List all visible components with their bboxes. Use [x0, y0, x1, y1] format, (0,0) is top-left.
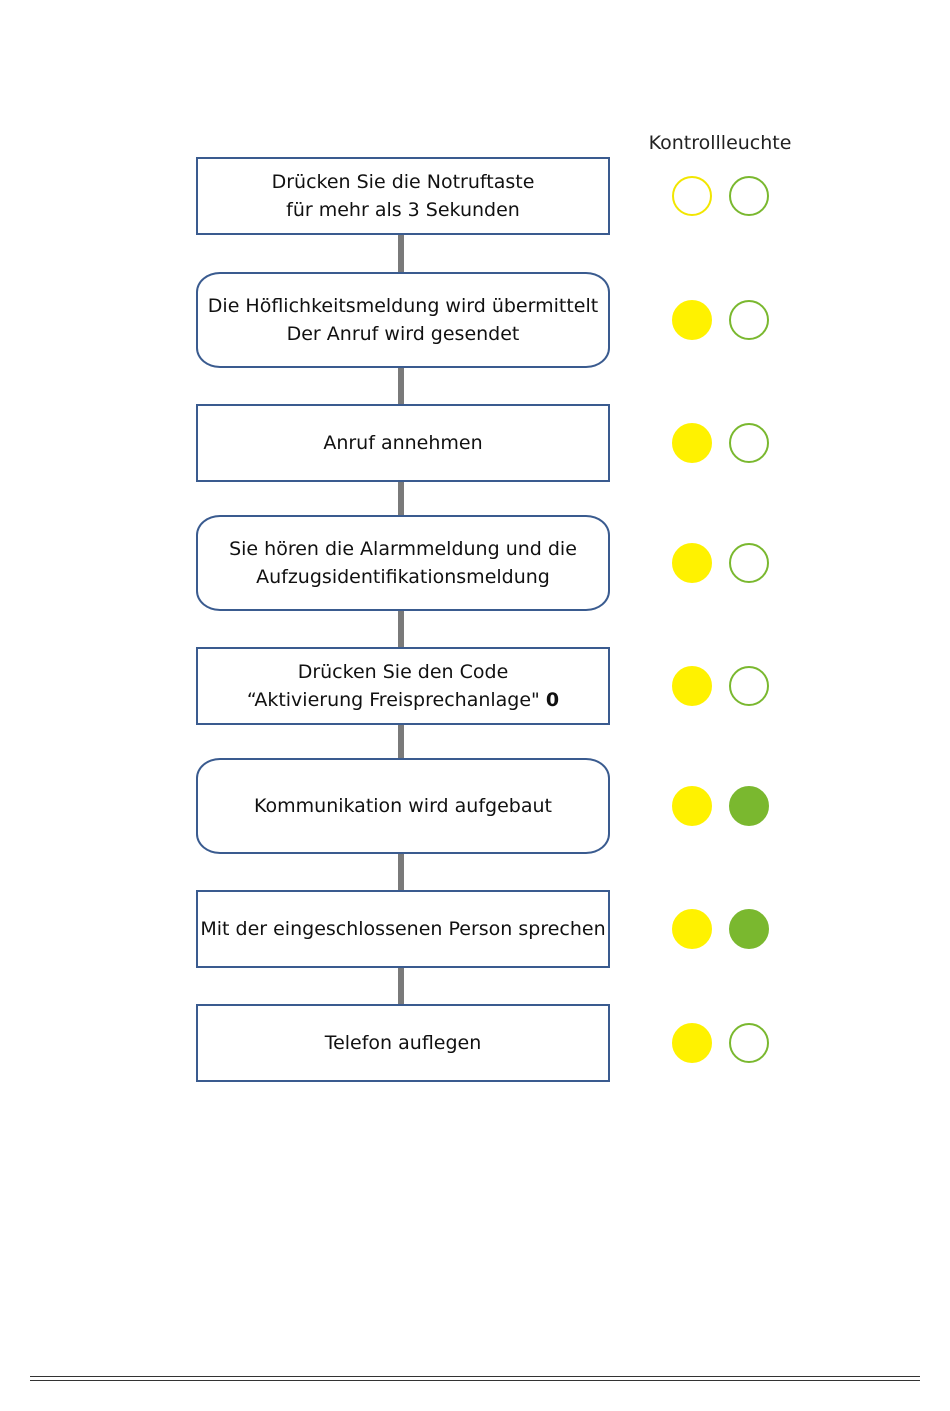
connector-line	[398, 852, 404, 892]
step-text-line: Telefon auflegen	[324, 1032, 482, 1054]
step-text-line: für mehr als 3 Sekunden	[286, 199, 520, 221]
yellow-lamp-on	[672, 786, 712, 826]
green-lamp-off	[729, 666, 769, 706]
step-text-line: Drücken Sie den Code	[297, 661, 509, 683]
yellow-lamp-on	[672, 300, 712, 340]
connector-line	[398, 480, 404, 518]
step-text-line: Mit der eingeschlossenen Person sprechen	[200, 918, 606, 940]
step-text-line: Drücken Sie die Notruftaste	[271, 171, 535, 193]
green-lamp-on	[729, 786, 769, 826]
step-press-emergency-button	[196, 157, 610, 235]
step-text-line: Die Höflichkeitsmeldung wird übermittelt	[207, 295, 599, 317]
connector-line	[398, 966, 404, 1006]
step-communication-established	[196, 758, 610, 854]
step-enter-code	[196, 647, 610, 725]
green-lamp-off	[729, 423, 769, 463]
step-text-line: Anruf annehmen	[323, 432, 483, 454]
green-lamp-off	[729, 300, 769, 340]
yellow-lamp-on	[672, 423, 712, 463]
connector-line	[398, 234, 404, 274]
step-courtesy-message	[196, 272, 610, 368]
connector-line	[398, 723, 404, 761]
step-text-line: Kommunikation wird aufgebaut	[254, 795, 552, 817]
step-text-line: Aufzugsidentifikationsmeldung	[256, 566, 550, 588]
yellow-lamp-on	[672, 543, 712, 583]
footer-rule	[30, 1380, 920, 1381]
step-accept-call	[196, 404, 610, 482]
step-text: “Aktivierung Freisprechanlage"	[246, 689, 540, 711]
step-hang-up	[196, 1004, 610, 1082]
footer-rule	[30, 1376, 920, 1377]
yellow-lamp-on	[672, 666, 712, 706]
activation-code: 0	[545, 689, 560, 711]
connector-line	[398, 609, 404, 649]
yellow-lamp-off	[672, 176, 712, 216]
step-speak-to-trapped-person	[196, 890, 610, 968]
indicator-header: Kontrollleuchte	[648, 132, 792, 154]
green-lamp-on	[729, 909, 769, 949]
green-lamp-off	[729, 176, 769, 216]
step-text-line-with-code	[247, 686, 559, 714]
yellow-lamp-on	[672, 1023, 712, 1063]
green-lamp-off	[729, 543, 769, 583]
step-alarm-message	[196, 515, 610, 611]
connector-line	[398, 366, 404, 406]
green-lamp-off	[729, 1023, 769, 1063]
yellow-lamp-on	[672, 909, 712, 949]
step-text-line: Der Anruf wird gesendet	[286, 323, 520, 345]
step-text-line: Sie hören die Alarmmeldung und die	[229, 538, 577, 560]
